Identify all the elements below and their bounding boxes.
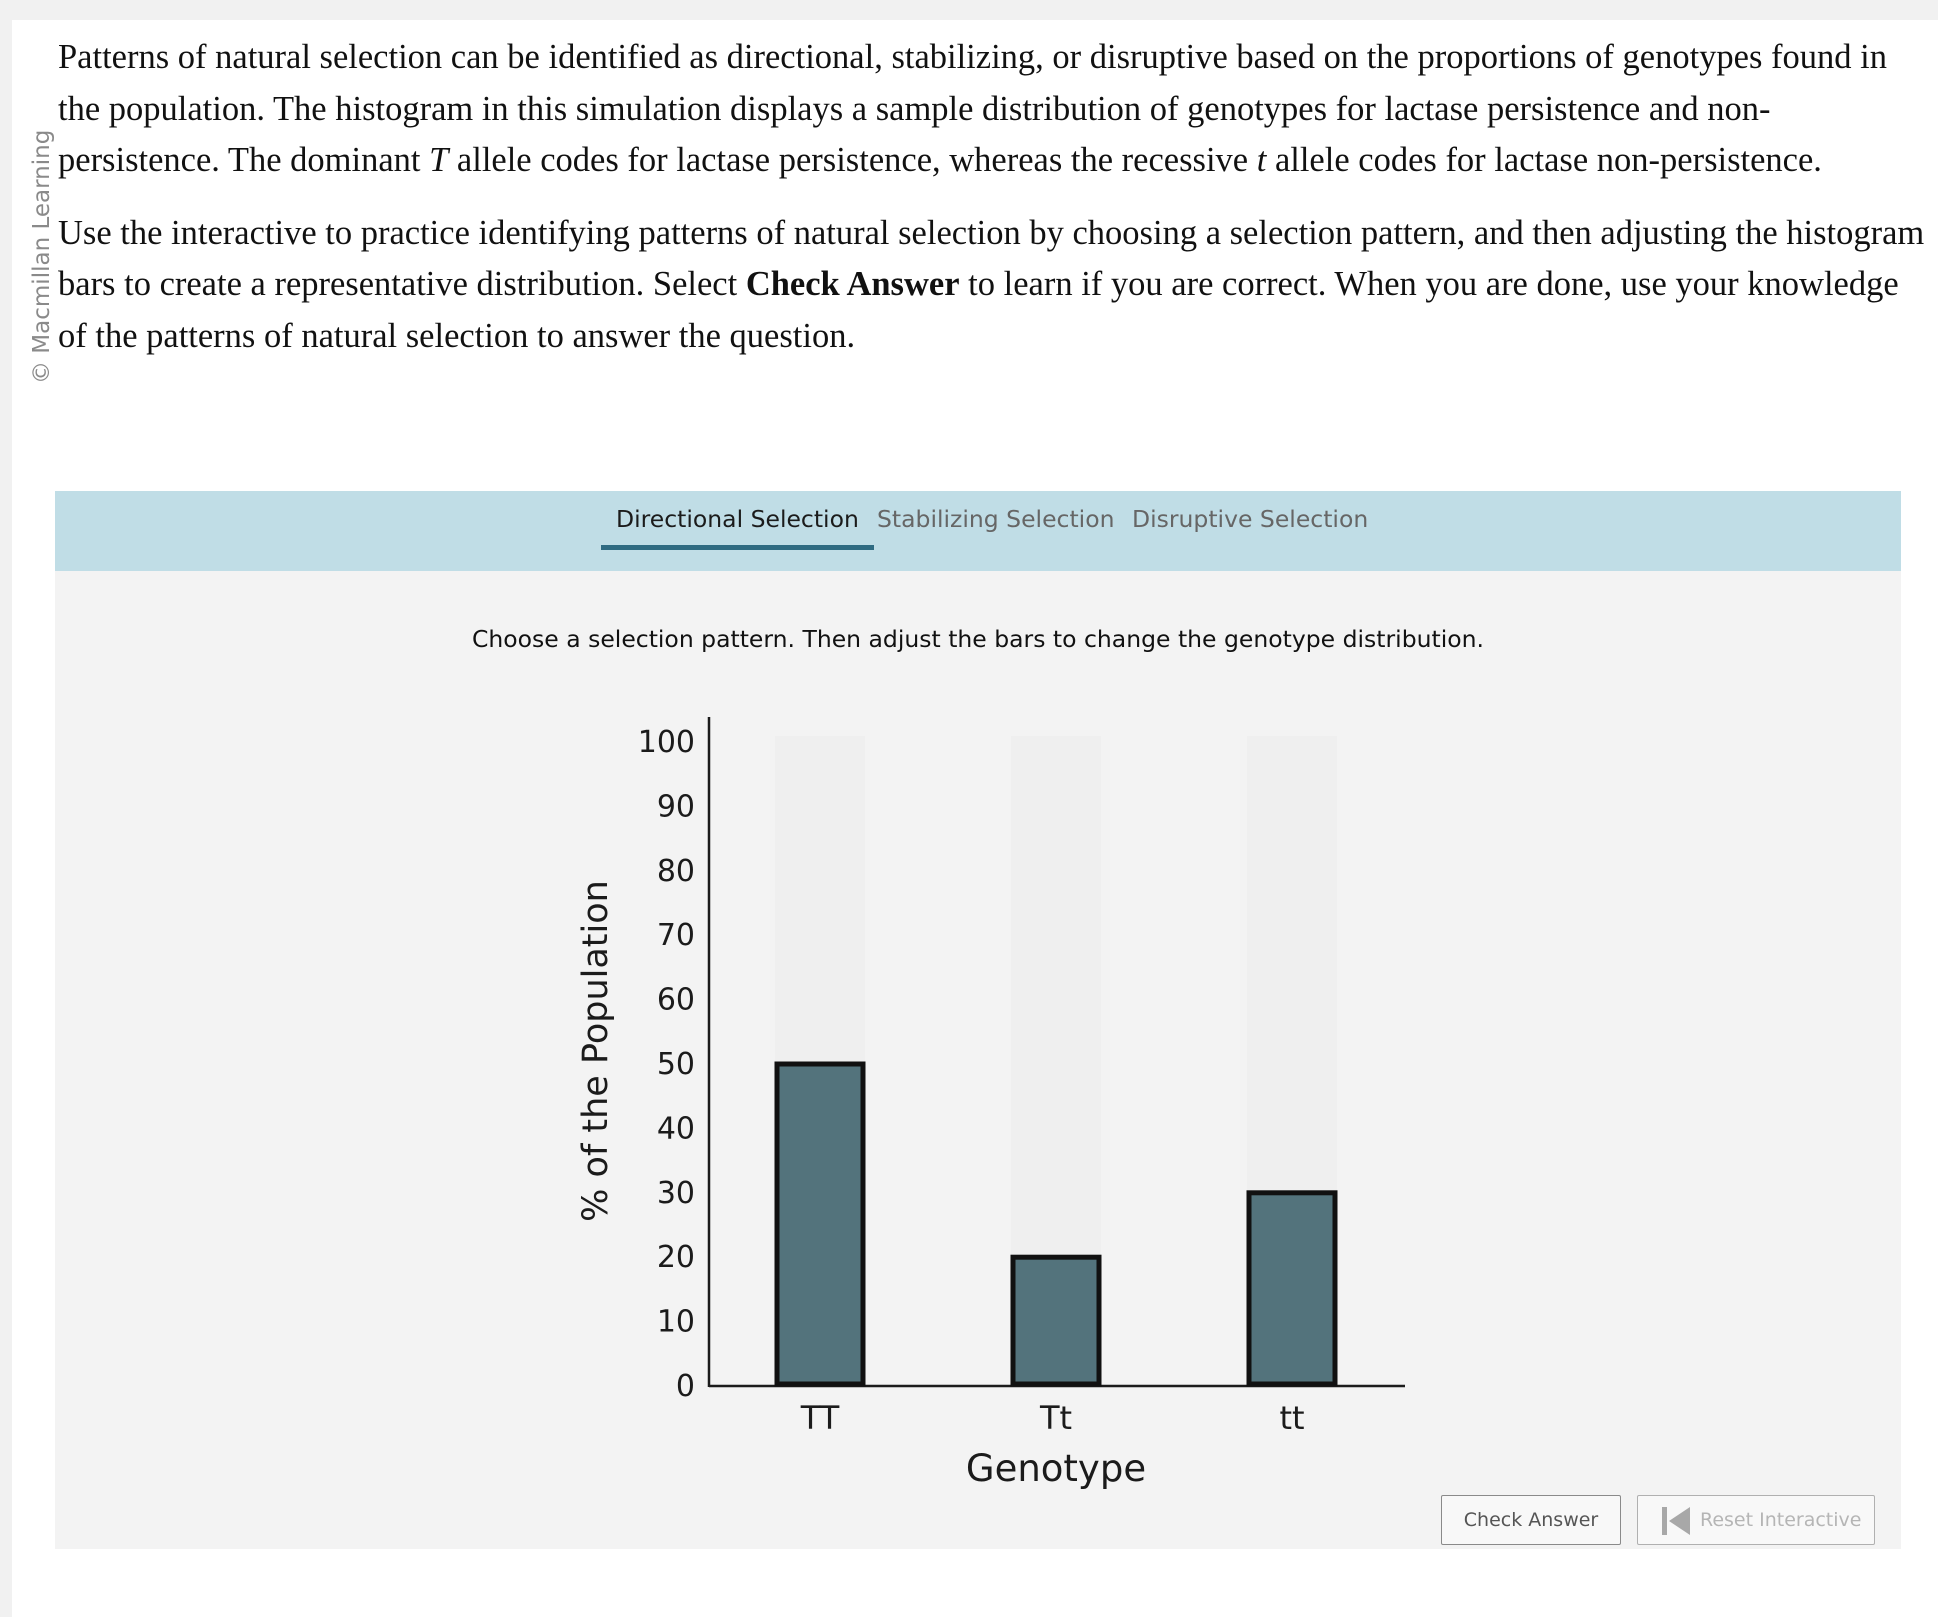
intro-text: allele codes for lactase non-persistence. — [1266, 141, 1822, 179]
simulation-panel — [55, 491, 1901, 1549]
allele-recessive: t — [1256, 141, 1267, 179]
y-tick-label: 80 — [656, 853, 695, 889]
tab-label: Stabilizing Selection — [877, 505, 1115, 533]
y-tick-label: 30 — [656, 1175, 695, 1211]
y-tick-label: 90 — [656, 789, 695, 825]
y-tick-label: 20 — [656, 1240, 695, 1276]
y-axis-title: % of the Population — [576, 880, 616, 1222]
genotype-histogram — [55, 491, 1901, 1491]
y-tick-label: 70 — [656, 918, 695, 954]
reset-label: Reset Interactive — [1700, 1509, 1862, 1531]
intro-paragraph-2 — [58, 208, 1928, 363]
y-tick-label: 10 — [656, 1304, 695, 1340]
instructions-text — [58, 32, 1928, 383]
tab-label: Disruptive Selection — [1132, 505, 1369, 533]
bar-Tt[interactable] — [1013, 1257, 1099, 1384]
y-tick-label: 0 — [675, 1369, 695, 1404]
check-answer-button[interactable]: Check Answer — [1441, 1495, 1621, 1545]
x-tick-label-Tt: Tt — [1039, 1399, 1073, 1437]
check-answer-emphasis: Check Answer — [745, 265, 960, 303]
bar-TT[interactable] — [777, 1064, 863, 1384]
reset-icon — [1660, 1506, 1692, 1536]
chart-instruction: Choose a selection pattern. Then adjust the bars to change the genotype distribution. — [471, 625, 1484, 653]
intro-text: Use the interactive to practice identifying patterns of natural selection by choosing a selection pattern, and then adjusting the histogram bars to create a representative distribution. Select — [58, 213, 1925, 303]
x-axis-title: Genotype — [965, 1447, 1147, 1490]
copyright-notice: © Macmillan Learning — [29, 129, 55, 384]
y-tick-label: 100 — [637, 725, 695, 760]
x-tick-label-tt: tt — [1279, 1399, 1305, 1437]
allele-dominant: T — [429, 141, 449, 179]
tab-label: Directional Selection — [616, 505, 859, 533]
y-tick-label: 40 — [656, 1111, 695, 1147]
intro-paragraph-1 — [58, 32, 1928, 187]
y-tick-label: 60 — [656, 982, 695, 1018]
bar-tt[interactable] — [1249, 1193, 1335, 1384]
intro-text: allele codes for lactase persistence, whereas the recessive — [448, 141, 1257, 179]
intro-text: Patterns of natural selection can be identified as directional, stabilizing, or disruptive based on the proportions of genotypes found in the population. The histogram in this simulation displays a sample distribution of genotypes for lactase persistence and non-persistence. The dominant — [58, 38, 1887, 179]
y-tick-label: 50 — [656, 1047, 695, 1082]
reset-interactive-button[interactable] — [1637, 1495, 1875, 1545]
x-tick-label-TT: TT — [800, 1399, 840, 1437]
intro-text: to learn if you are correct. When you are done, use your knowledge of the patterns of natural selection to answer the question. — [58, 265, 1899, 355]
